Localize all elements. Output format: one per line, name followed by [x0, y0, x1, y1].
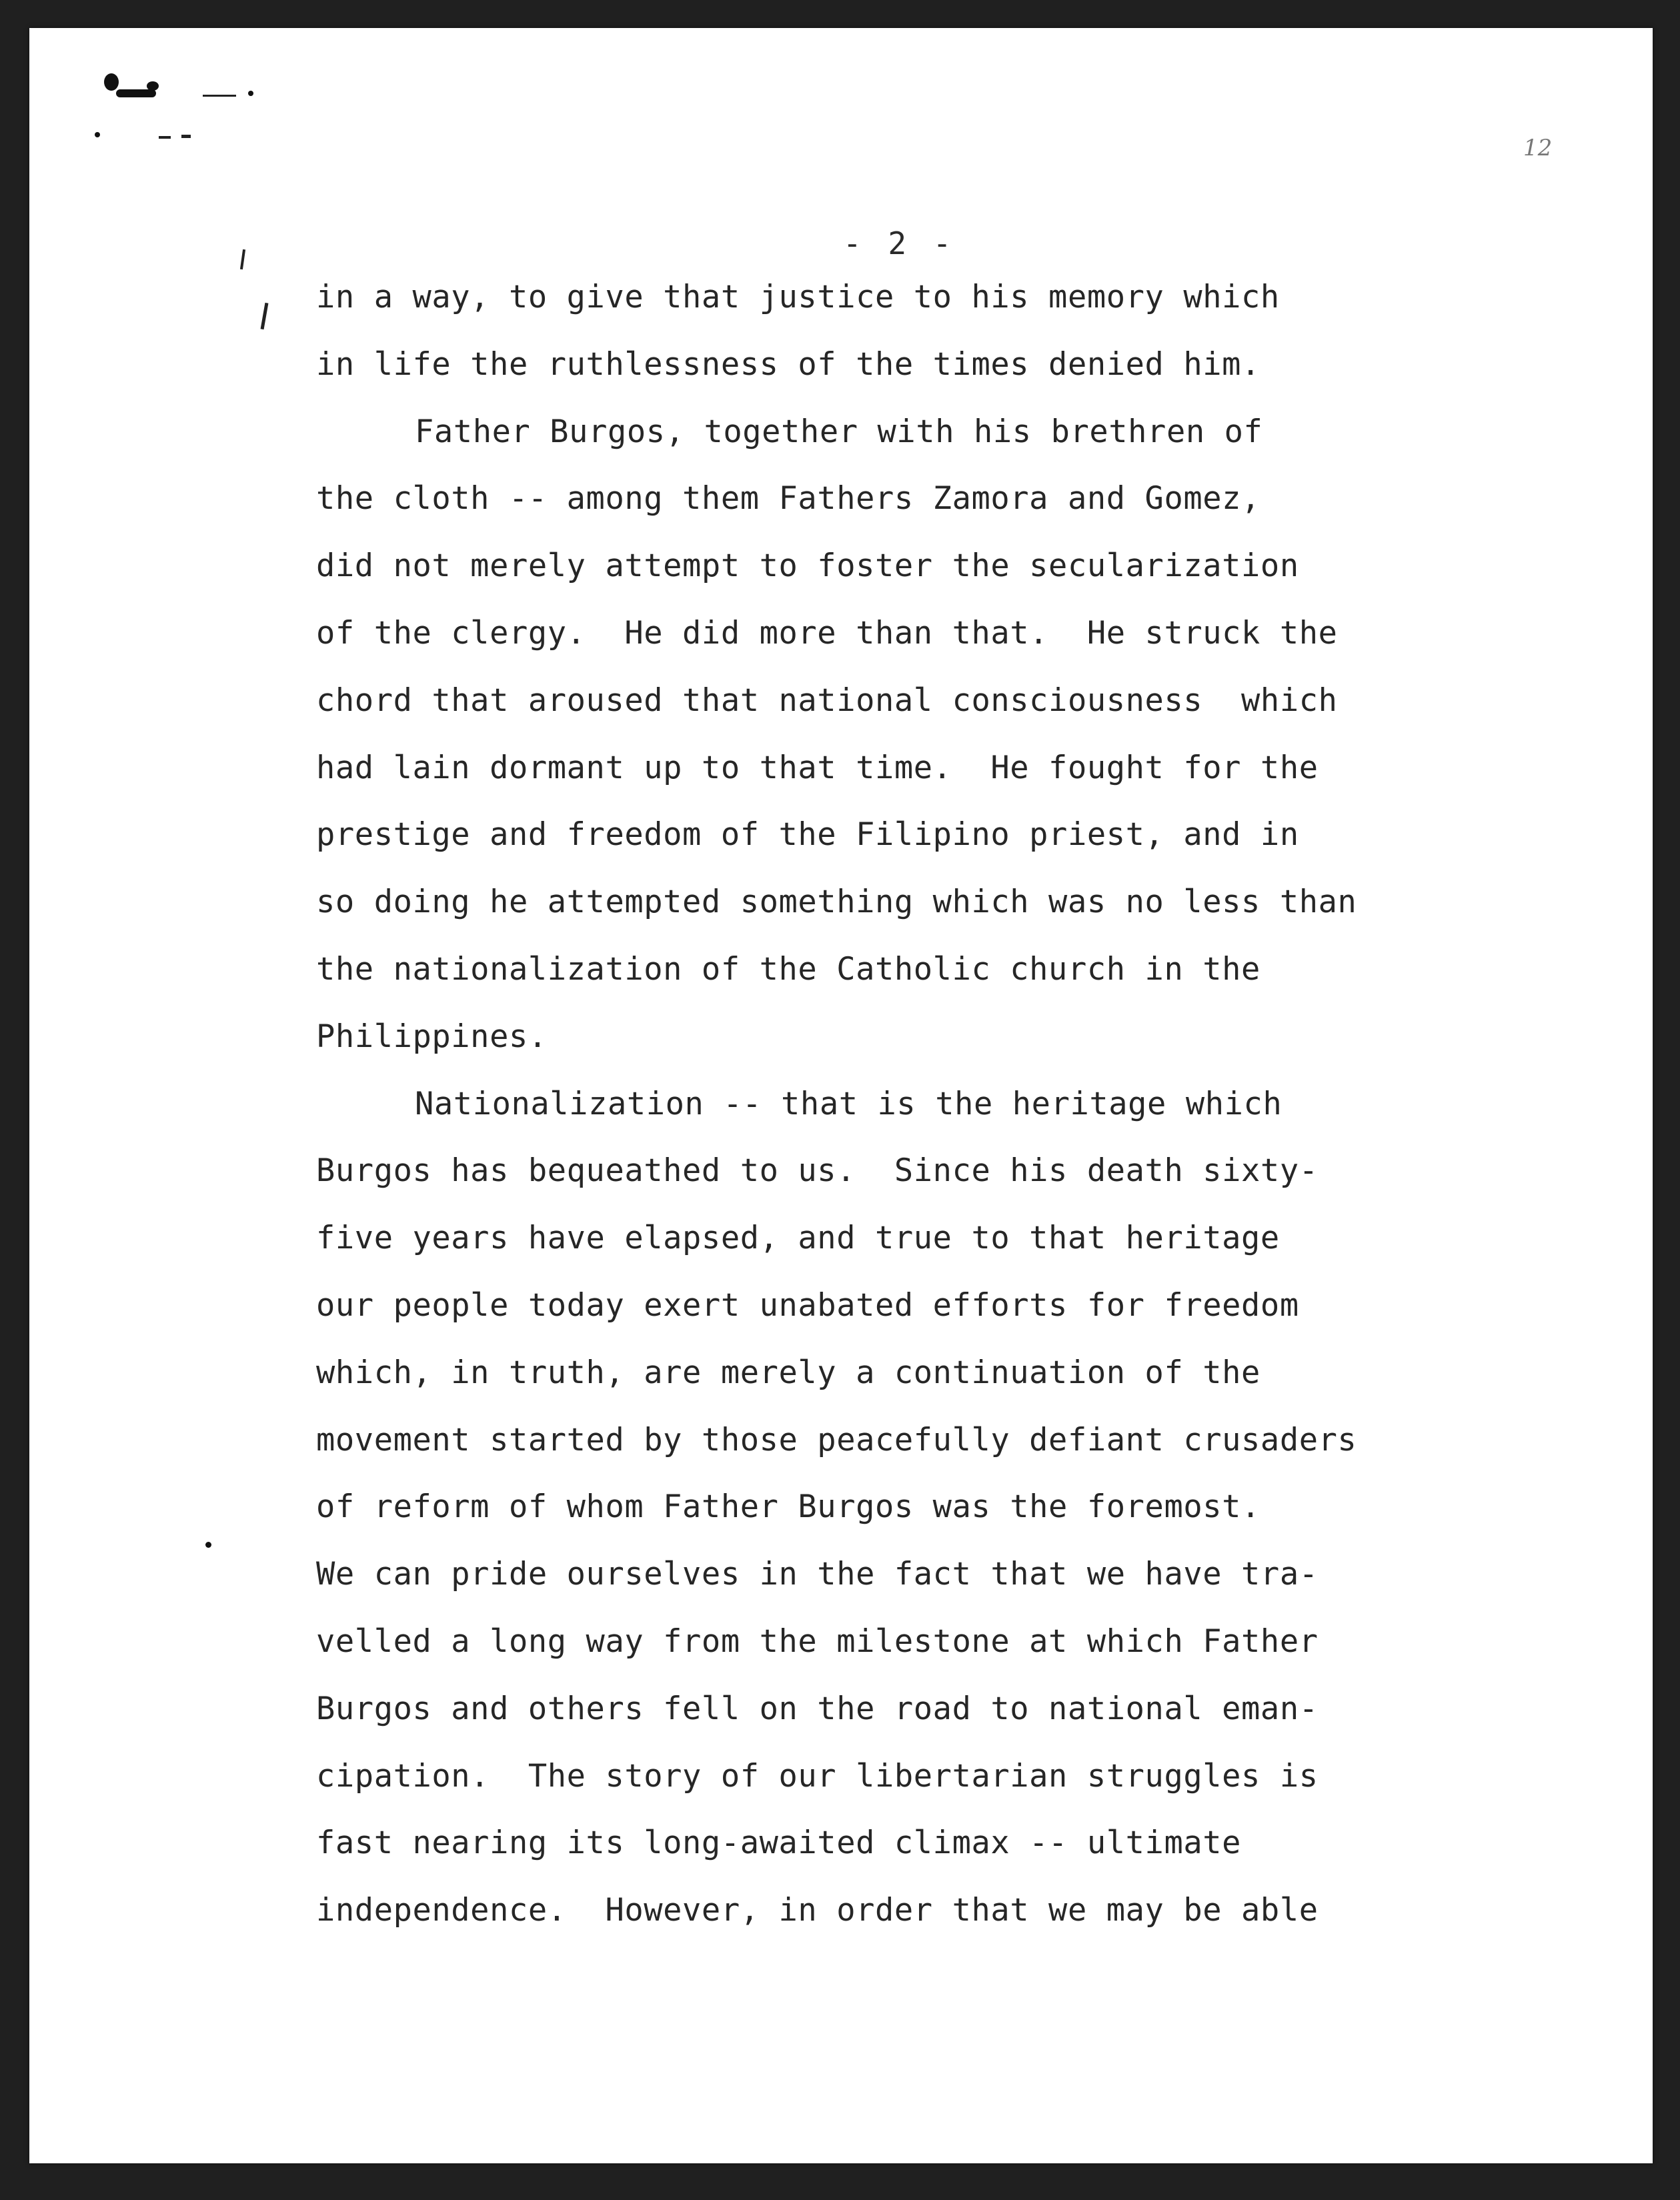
paragraph — [316, 264, 1490, 399]
paragraph — [316, 399, 1490, 1071]
text-line: of reform of whom Father Burgos was the foremost. — [316, 1488, 1261, 1526]
text-line: Nationalization -- that is the heritage which — [415, 1085, 1283, 1122]
ink-blot — [248, 91, 253, 96]
text-line: independence. However, in order that we may be able — [316, 1892, 1319, 1929]
handwritten-page-mark: 12 — [1523, 135, 1553, 161]
text-line: in life the ruthlessness of the times denied him. — [316, 345, 1261, 383]
text-line: Burgos and others fell on the road to national eman- — [316, 1690, 1319, 1727]
text-line: velled a long way from the milestone at which Father — [316, 1622, 1319, 1660]
text-line: Philippines. — [316, 1018, 548, 1055]
text-line: of the clergy. He did more than that. He struck the — [316, 614, 1338, 652]
pen-stroke — [181, 135, 191, 138]
text-line: had lain dormant up to that time. He fought for the — [316, 749, 1319, 786]
ink-blot — [116, 89, 156, 97]
text-line: Father Burgos, together with his brethren of — [415, 413, 1263, 450]
paragraph — [316, 1071, 1490, 1945]
text-line: our people today exert unabated efforts for freedom — [316, 1286, 1299, 1324]
body-text — [316, 264, 1490, 1945]
text-line: the cloth -- among them Fathers Zamora and Gomez, — [316, 480, 1261, 517]
text-line: five years have elapsed, and true to that heritage — [316, 1220, 1280, 1257]
text-line: fast nearing its long-awaited climax -- ultimate — [316, 1825, 1242, 1862]
text-line: We can pride ourselves in the fact that we have tra- — [316, 1556, 1319, 1593]
pen-stroke — [159, 136, 171, 139]
ink-blot — [205, 1542, 211, 1548]
text-line: so doing he attempted something which was no less than — [316, 884, 1357, 921]
page-number: - 2 - — [843, 225, 956, 261]
text-line: the nationalization of the Catholic church in the — [316, 950, 1261, 988]
text-line: cipation. The story of our libertarian struggles is — [316, 1757, 1319, 1795]
text-line: which, in truth, are merely a continuation of the — [316, 1354, 1261, 1391]
ink-blot — [104, 73, 119, 91]
pen-stroke — [203, 95, 236, 97]
pen-stroke — [240, 249, 245, 269]
text-line: prestige and freedom of the Filipino priest, and in — [316, 816, 1299, 854]
text-line: movement started by those peacefully defiant crusaders — [316, 1421, 1357, 1458]
text-line: did not merely attempt to foster the secularization — [316, 547, 1299, 585]
ink-blot — [147, 81, 159, 91]
pen-stroke — [261, 303, 269, 329]
text-line: chord that aroused that national consciousness which — [316, 682, 1338, 719]
text-line: in a way, to give that justice to his memory which — [316, 279, 1280, 315]
ink-blot — [95, 132, 100, 137]
text-line: Burgos has bequeathed to us. Since his death sixty- — [316, 1152, 1319, 1190]
